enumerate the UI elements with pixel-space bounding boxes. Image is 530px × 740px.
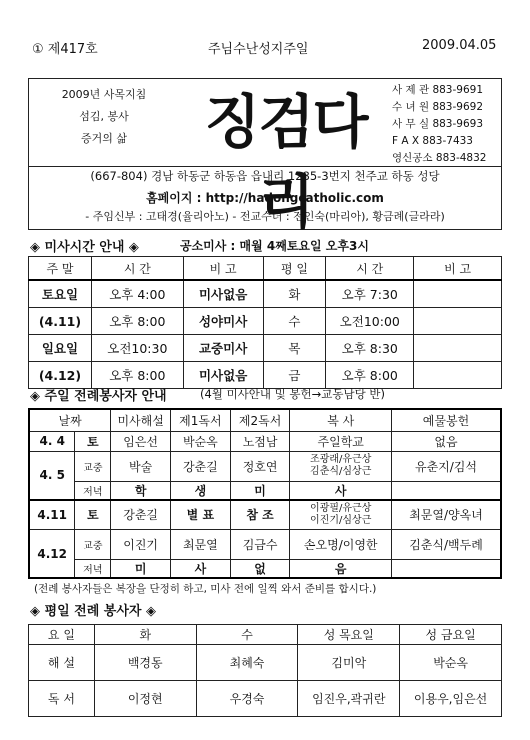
weekend-day: 일요일	[29, 335, 92, 362]
name-cell: 우경숙	[196, 681, 298, 717]
volunteer-subheading: (4월 미사안내 및 봉헌→교동남당 반)	[200, 387, 385, 401]
contact-list	[392, 82, 500, 167]
sunday-volunteer-table	[28, 408, 502, 579]
reader2-cell: 미	[230, 481, 290, 500]
note-cell: 성야미사	[183, 308, 263, 335]
issue-date: 2009.04.05	[422, 38, 497, 53]
volunteer-section-heading: ◈ 주일 전례봉사자 안내	[30, 389, 167, 404]
time-cell: 오후 8:00	[91, 362, 183, 389]
server-pair: 김춘식/심상근	[310, 466, 372, 477]
contact-fax: F A X 883-7433	[392, 135, 473, 147]
table-row	[29, 335, 502, 362]
table-row	[29, 481, 501, 500]
note-cell	[414, 362, 502, 389]
weekend-date: (4.11)	[29, 308, 92, 335]
weekend-date: (4.12)	[29, 362, 92, 389]
column-header: 시 간	[91, 257, 183, 281]
time-cell: 오전10:00	[326, 308, 414, 335]
mass-kind-cell: 저녁	[75, 560, 111, 579]
server-cell	[290, 451, 392, 481]
table-row	[29, 431, 501, 451]
weekend-day: 토요일	[29, 280, 92, 308]
commentator-cell: 임은선	[111, 431, 171, 451]
motto-year: 2009년 사목지침	[61, 88, 147, 101]
table-row	[29, 280, 502, 308]
role-cell: 독 서	[29, 681, 95, 717]
homepage-link[interactable]: 홈페이지 : http://hadongcatholic.com	[146, 191, 384, 205]
commentator-cell: 미	[111, 560, 171, 579]
name-cell: 이용우,임은선	[400, 681, 502, 717]
contact-office: 사 무 실 883-9693	[392, 118, 483, 130]
column-header: 미사해설	[111, 409, 171, 431]
newsletter-title: 징검다리	[204, 88, 367, 236]
reader2-cell: 김금수	[230, 530, 290, 560]
weekday-cell: 수	[263, 308, 326, 335]
reader1-cell: 최문열	[171, 530, 231, 560]
commentator-cell: 강춘길	[111, 500, 171, 530]
offering-cell: 유춘지/김석	[391, 451, 501, 481]
server-pair: 이광필/유근상	[310, 502, 372, 514]
name-cell: 백경동	[94, 645, 196, 681]
table-header-row	[29, 409, 501, 431]
volunteer-note: (전례 봉사자들은 복장을 단정히 하고, 미사 전에 일찍 와서 준비를 합시다.)	[34, 583, 377, 595]
note-cell	[414, 308, 502, 335]
motto-line-1: 섬김, 봉사	[79, 110, 129, 123]
note-cell: 미사없음	[183, 362, 263, 389]
weekday-cell: 목	[263, 335, 326, 362]
date-cell: 4.11	[29, 500, 75, 530]
server-pair: 이진기/심상근	[310, 514, 372, 526]
table-row	[29, 308, 502, 335]
weekday-volunteer-table	[28, 624, 502, 717]
column-header: 성 금요일	[400, 625, 502, 645]
liturgical-day: 주님수난성지주일	[208, 42, 309, 57]
column-header: 요 일	[29, 625, 95, 645]
contact-rectory: 사 제 관 883-9691	[392, 84, 483, 96]
issue-number: ① 제417호	[32, 42, 98, 57]
mass-kind-cell: 교중	[75, 451, 111, 481]
time-cell: 오후 8:00	[91, 308, 183, 335]
pastoral-motto	[34, 84, 174, 166]
offering-cell: 최문열/양옥녀	[391, 500, 501, 530]
role-cell: 해 설	[29, 645, 95, 681]
reader2-cell: 없	[230, 560, 290, 579]
reader1-cell: 박순옥	[171, 431, 231, 451]
server-cell	[290, 500, 392, 530]
table-row	[29, 560, 501, 579]
column-header: 평 일	[263, 257, 326, 281]
commentator-cell: 학	[111, 481, 171, 500]
offering-cell	[391, 560, 501, 579]
column-header: 날짜	[29, 409, 111, 431]
weekday-cell: 화	[263, 280, 326, 308]
motto-line-2: 증거의 삶	[80, 132, 127, 145]
name-cell: 김미악	[298, 645, 400, 681]
time-cell: 오후 4:00	[91, 280, 183, 308]
church-address: (667-804) 경남 하동군 하동읍 읍내리 1285-3번지 천주교 하동 성당	[90, 169, 440, 183]
time-cell: 오후 7:30	[326, 280, 414, 308]
column-header: 예물봉헌	[391, 409, 501, 431]
commentator-cell: 박술	[111, 451, 171, 481]
offering-cell: 없음	[391, 431, 501, 451]
column-header: 복 사	[290, 409, 392, 431]
reader1-cell: 별 표	[171, 500, 231, 530]
column-header: 비 고	[183, 257, 263, 281]
server-cell: 음	[290, 560, 392, 579]
note-cell	[414, 280, 502, 308]
name-cell: 박순옥	[400, 645, 502, 681]
note-cell: 교중미사	[183, 335, 263, 362]
table-row	[29, 500, 501, 530]
reader1-cell: 생	[171, 481, 231, 500]
server-cell: 사	[290, 481, 392, 500]
note-cell: 미사없음	[183, 280, 263, 308]
time-cell: 오후 8:00	[326, 362, 414, 389]
table-header-row	[29, 625, 502, 645]
date-cell: 4. 5	[29, 451, 75, 500]
reader1-cell: 사	[171, 560, 231, 579]
mass-kind-cell: 교중	[75, 530, 111, 560]
name-cell: 임진우,곽귀란	[298, 681, 400, 717]
server-pair: 조광래/유근상	[310, 454, 372, 465]
weekday-section-heading: ◈ 평일 전례 봉사자 ◈	[30, 604, 157, 619]
column-header: 주 말	[29, 257, 92, 281]
offering-cell	[391, 481, 501, 500]
column-header: 제1독서	[171, 409, 231, 431]
clergy-info: - 주임신부 : 고태경(율리아노) - 전교수녀 : 전인숙(마리아), 황금례(글라라)	[85, 210, 445, 223]
mission-mass-note: 공소미사 : 매월 4째토요일 오후3시	[180, 239, 369, 253]
day-cell: 토	[75, 500, 111, 530]
column-header: 비 고	[414, 257, 502, 281]
time-cell: 오전10:30	[91, 335, 183, 362]
column-header: 시 간	[326, 257, 414, 281]
date-cell: 4.12	[29, 530, 75, 579]
column-header: 화	[94, 625, 196, 645]
date-cell: 4. 4	[29, 431, 75, 451]
note-cell	[414, 335, 502, 362]
reader2-cell: 노점남	[230, 431, 290, 451]
table-row	[29, 681, 502, 717]
table-row	[29, 530, 501, 560]
reader2-cell: 정호연	[230, 451, 290, 481]
offering-cell: 김춘식/백두례	[391, 530, 501, 560]
divider	[28, 166, 502, 167]
column-header: 수	[196, 625, 298, 645]
column-header: 성 목요일	[298, 625, 400, 645]
name-cell: 최혜숙	[196, 645, 298, 681]
contact-mission: 영신공소 883-4832	[392, 152, 487, 164]
name-cell: 이정현	[94, 681, 196, 717]
table-row	[29, 451, 501, 481]
reader2-cell: 참 조	[230, 500, 290, 530]
weekday-cell: 금	[263, 362, 326, 389]
mass-section-heading: ◈ 미사시간 안내 ◈	[30, 240, 139, 255]
day-cell: 토	[75, 431, 111, 451]
server-cell: 주일학교	[290, 431, 392, 451]
mass-schedule-table	[28, 256, 502, 389]
contact-convent: 수 녀 원 883-9692	[392, 101, 483, 113]
server-cell: 손오명/이영한	[290, 530, 392, 560]
reader1-cell: 강춘길	[171, 451, 231, 481]
table-row	[29, 645, 502, 681]
mass-kind-cell: 저녁	[75, 481, 111, 500]
commentator-cell: 이진기	[111, 530, 171, 560]
table-header-row	[29, 257, 502, 281]
time-cell: 오후 8:30	[326, 335, 414, 362]
column-header: 제2독서	[230, 409, 290, 431]
